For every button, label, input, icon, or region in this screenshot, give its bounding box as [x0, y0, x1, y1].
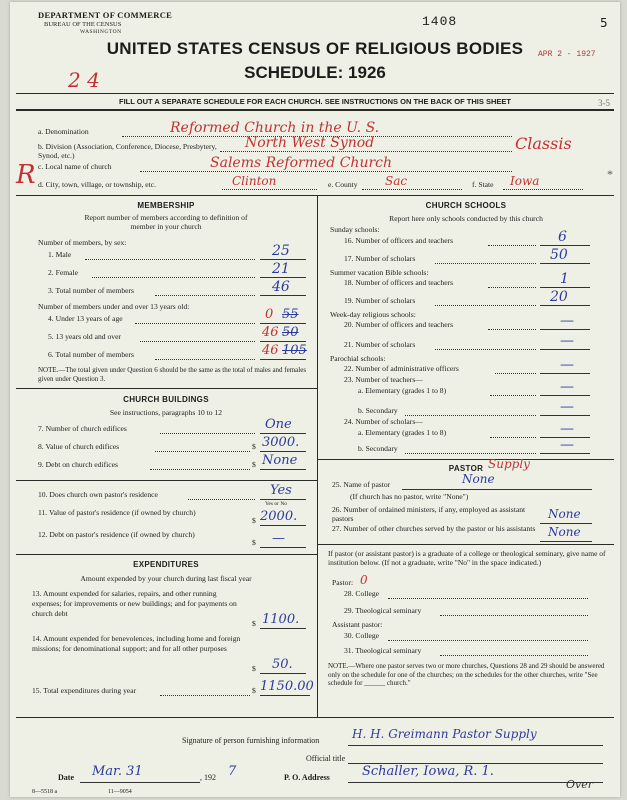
state-label: f. State: [472, 180, 494, 189]
city-value[interactable]: Clinton: [232, 174, 277, 188]
summer-officers-value[interactable]: 1: [560, 271, 569, 287]
teachers-label: 23. Number of teachers—: [344, 375, 423, 384]
running-expenses-value[interactable]: 1100.: [262, 612, 300, 627]
buildings-subheading: See instructions, paragraphs 10 to 12: [109, 408, 223, 417]
membership-heading: MEMBERSHIP: [137, 201, 195, 210]
answer-line: [540, 245, 590, 246]
answer-line: [260, 433, 306, 434]
leader-line: [155, 359, 255, 360]
scholars-elementary-value[interactable]: —: [560, 421, 574, 437]
divider: [16, 388, 317, 389]
instruction-line: FILL OUT A SEPARATE SCHEDULE FOR EACH CHURCH. SEE INSTRUCTIONS ON THE BACK OF THIS SHEET: [119, 97, 511, 106]
weekday-officers-label: 20. Number of officers and teachers: [344, 320, 454, 329]
answer-line: [540, 263, 590, 264]
edifices-count-value[interactable]: One: [265, 417, 292, 432]
edifices-value-label: 8. Value of church edifices: [38, 442, 120, 451]
sunday-officers-value[interactable]: 6: [558, 229, 567, 245]
yes-no-hint: Yes or No: [265, 501, 288, 507]
answer-line: [260, 525, 306, 526]
pastor-heading-note: Supply: [488, 457, 530, 471]
answer-line: [260, 628, 306, 629]
total-expenditures-label: 15. Total expenditures during year: [32, 686, 137, 695]
other-churches-label: 27. Number of other churches served by the pastor or his assistants: [332, 524, 536, 533]
membership-subheading: Report number of members according to definition of: [84, 213, 248, 222]
under-13-value[interactable]: 0: [265, 307, 274, 322]
dollar-sign: $: [252, 619, 256, 628]
answer-line: [540, 329, 590, 330]
divider: [16, 93, 614, 94]
division-value[interactable]: North West Synod: [245, 135, 375, 151]
pastor-name-hint: (If church has no pastor, write "None"): [350, 492, 469, 501]
scholars-elementary-label: a. Elementary (grades 1 to 8): [358, 428, 447, 437]
answer-line: [260, 547, 306, 548]
parochial-schools-label: Parochial schools:: [330, 354, 386, 363]
official-title-label: Official title: [306, 754, 346, 763]
division-note: Classis: [515, 134, 572, 153]
leader-line: [188, 499, 255, 500]
seminary-line[interactable]: [440, 615, 588, 616]
13-and-over-label: 5. 13 years old and over: [48, 332, 121, 341]
admin-officers-value[interactable]: —: [560, 357, 574, 373]
pastor-label: Pastor:: [332, 578, 354, 587]
leader-line: [155, 295, 255, 296]
state-line: [503, 189, 583, 190]
leader-line: [488, 329, 536, 330]
13-and-over-struck: 50: [282, 325, 299, 340]
leader-line: [495, 373, 536, 374]
dollar-sign: $: [252, 442, 256, 451]
answer-line: [260, 359, 306, 360]
margin-mark-corner: 5: [600, 16, 608, 30]
assistant-seminary-label: 31. Theological seminary: [344, 646, 422, 655]
membership-subheading: member in your church: [130, 222, 202, 231]
answer-line: [540, 453, 590, 454]
benevolences-label: 14. Amount expended for benevolences, including home and foreign missions; for denominational support; and for all other purposes: [32, 634, 241, 653]
scholars-secondary-value[interactable]: —: [560, 437, 574, 453]
answer-line: [260, 295, 306, 296]
assistant-pastors-label: 26. Number of ordained ministers, if any, employed as assistant pastors: [332, 505, 526, 523]
weekday-scholars-label: 21. Number of scholars: [344, 340, 416, 349]
pastor-note: NOTE.—Where one pastor serves two or more churches, Questions 28 and 29 should be answered only on the schedule for one of the churches; on the schedules for the other churches, write "See schedule for ______ church.": [328, 662, 605, 687]
po-address-value[interactable]: Schaller, Iowa, R. 1.: [362, 764, 494, 779]
expenditures-subheading: Amount expended by your church during last fiscal year: [80, 574, 252, 583]
county-value[interactable]: Sac: [385, 174, 408, 188]
signature-line: [348, 745, 603, 746]
assistant-pastor-label: Assistant pastor:: [332, 620, 383, 629]
divider: [16, 717, 614, 718]
sunday-officers-label: 16. Number of officers and teachers: [344, 236, 454, 245]
city-name: WASHINGTON: [80, 29, 122, 35]
total-by-age-value[interactable]: 46: [262, 343, 279, 358]
over-note: Over: [566, 778, 594, 791]
divider: [317, 459, 614, 460]
leader-line: [160, 695, 250, 696]
male-label: 1. Male: [48, 250, 72, 259]
sunday-scholars-label: 17. Number of scholars: [344, 254, 416, 263]
answer-line: [260, 451, 306, 452]
total-members-label: 3. Total number of members: [48, 286, 135, 295]
age-group-label: Number of members under and over 13 years old:: [38, 302, 190, 311]
summer-scholars-value[interactable]: 20: [550, 289, 568, 305]
margin-mark-number: 2 4: [68, 68, 100, 92]
edifices-debt-label: 9. Debt on church edifices: [38, 460, 118, 469]
leader-line: [435, 263, 536, 264]
city-line: [222, 189, 317, 190]
leader-line: [405, 453, 536, 454]
owns-residence-label: 10. Does church own pastor's residence: [38, 490, 158, 499]
owns-residence-value[interactable]: Yes: [270, 483, 292, 498]
by-sex-label: Number of members, by sex:: [38, 238, 127, 247]
margin-mark-r: R: [16, 160, 36, 190]
answer-line: [260, 469, 306, 470]
edifices-value-value[interactable]: 3000.: [262, 435, 300, 450]
margin-mark-star: *: [607, 167, 613, 181]
answer-line: [260, 323, 306, 324]
leader-line: [490, 395, 536, 396]
po-address-line: [348, 782, 603, 783]
column-divider: [317, 195, 318, 717]
summer-scholars-label: 19. Number of scholars: [344, 296, 416, 305]
answer-line: [540, 415, 590, 416]
under-13-label: 4. Under 13 years of age: [48, 314, 123, 323]
pastor-name-value[interactable]: None: [462, 472, 495, 486]
scholars-label: 24. Number of scholars—: [344, 417, 423, 426]
teachers-secondary-label: b. Secondary: [358, 406, 398, 415]
answer-line: [540, 541, 592, 542]
leader-line: [85, 259, 255, 260]
page-title: UNITED STATES CENSUS OF RELIGIOUS BODIES: [106, 39, 524, 58]
answer-line: [260, 695, 310, 696]
weekday-scholars-value[interactable]: —: [560, 333, 574, 349]
leader-line: [405, 415, 536, 416]
other-churches-value[interactable]: None: [548, 525, 581, 539]
po-address-label: P. O. Address: [284, 773, 330, 782]
leader-line: [150, 469, 250, 470]
margin-mark-page: 3-5: [598, 98, 610, 108]
residence-debt-label: 12. Debt on pastor's residence (if owned by church): [38, 530, 195, 539]
pastor-mark: 0: [360, 573, 368, 587]
dollar-sign: $: [252, 686, 256, 695]
female-value[interactable]: 21: [272, 261, 290, 277]
total-expenditures-value[interactable]: 1150.00: [260, 679, 314, 694]
male-value[interactable]: 25: [272, 243, 290, 259]
leader-line: [155, 451, 250, 452]
answer-line: [260, 277, 306, 278]
answer-line: [540, 287, 590, 288]
weekday-officers-value[interactable]: —: [560, 313, 574, 329]
leader-line: [135, 323, 255, 324]
assistant-seminary-line[interactable]: [440, 655, 588, 656]
admin-officers-label: 22. Number of administrative officers: [344, 364, 459, 373]
college-label: 28. College: [344, 589, 380, 598]
scholars-secondary-label: b. Secondary: [358, 444, 398, 453]
signature-label: Signature of person furnishing information: [182, 736, 320, 745]
page-subtitle: SCHEDULE: 1926: [244, 63, 386, 82]
leader-line: [435, 349, 536, 350]
total-members-value[interactable]: 46: [272, 279, 290, 295]
answer-line: [540, 349, 590, 350]
divider: [16, 480, 317, 481]
graduate-note: If pastor (or assistant pastor) is a graduate of a college or theological seminary, give name of institution below. (If not a graduate, write "No" in the space indicated.): [328, 549, 606, 567]
answer-line: [260, 673, 306, 674]
leader-line: [140, 341, 255, 342]
denomination-value[interactable]: Reformed Church in the U. S.: [170, 120, 380, 136]
sunday-schools-label: Sunday schools:: [330, 225, 380, 234]
pastor-name-label: 25. Name of pastor: [332, 480, 391, 489]
answer-line: [260, 341, 306, 342]
residence-debt-value[interactable]: —: [272, 531, 285, 546]
local-name-value[interactable]: Salems Reformed Church: [210, 155, 393, 171]
answer-line: [540, 523, 592, 524]
year-prefix: , 192: [200, 773, 216, 782]
answer-line: [540, 395, 590, 396]
pastor-heading: PASTOR: [448, 464, 484, 473]
seminary-label: 29. Theological seminary: [344, 606, 422, 615]
answer-line: [540, 305, 590, 306]
department-name: DEPARTMENT OF COMMERCE: [38, 10, 173, 20]
sunday-scholars-value[interactable]: 50: [550, 247, 568, 263]
local-name-line: [140, 171, 512, 172]
date-label: Date: [58, 773, 74, 782]
benevolences-value[interactable]: 50.: [272, 657, 293, 672]
leader-line: [490, 437, 536, 438]
summer-officers-label: 18. Number of officers and teachers: [344, 278, 454, 287]
signature-value[interactable]: H. H. Greimann Pastor Supply: [352, 727, 537, 741]
year-value[interactable]: 7: [228, 764, 237, 779]
answer-line: [540, 373, 590, 374]
assistant-college-line[interactable]: [388, 640, 588, 641]
bureau-name: BUREAU OF THE CENSUS: [44, 21, 122, 28]
serial-number: 1408: [422, 14, 458, 29]
teachers-secondary-value[interactable]: —: [560, 399, 574, 415]
county-label: e. County: [328, 180, 358, 189]
state-value[interactable]: Iowa: [510, 174, 540, 188]
13-and-over-value[interactable]: 46: [262, 325, 279, 340]
membership-note: NOTE.—The total given under Question 6 should be the same as the total of males and females given under Question 3.: [38, 366, 307, 383]
leader-line: [435, 305, 536, 306]
answer-line: [260, 259, 306, 260]
college-line[interactable]: [388, 598, 588, 599]
leader-line: [160, 433, 255, 434]
assistant-college-label: 30. College: [344, 631, 380, 640]
division-line: [220, 151, 512, 152]
dollar-sign: $: [252, 460, 256, 469]
date-line: [80, 782, 200, 783]
dollar-sign: $: [252, 516, 256, 525]
schools-subheading: Report here only schools conducted by this church: [389, 214, 543, 223]
total-by-age-label: 6. Total number of members: [48, 350, 135, 359]
county-line: [362, 189, 462, 190]
summer-schools-label: Summer vacation Bible schools:: [330, 268, 429, 277]
buildings-heading: CHURCH BUILDINGS: [123, 395, 209, 404]
leader-line: [488, 245, 536, 246]
city-label: d. City, town, village, or township, etc.: [38, 180, 157, 189]
under-13-struck: 55: [282, 307, 299, 322]
date-stamp: APR 2 - 1927: [538, 50, 596, 59]
weekday-schools-label: Week-day religious schools:: [330, 310, 416, 319]
form-number: 8—5518 a: [32, 789, 58, 795]
answer-line: [402, 489, 592, 490]
division-label: b. Division (Association, Conference, Diocese, Presbytery, Synod, etc.): [38, 142, 217, 160]
dollar-sign: $: [252, 538, 256, 547]
edifices-count-label: 7. Number of church edifices: [38, 424, 127, 433]
leader-line: [488, 287, 536, 288]
divider: [16, 195, 614, 196]
assistant-pastors-value[interactable]: None: [548, 507, 581, 521]
edifices-debt-value[interactable]: None: [262, 453, 298, 468]
total-by-age-struck: 105: [282, 343, 307, 358]
date-value[interactable]: Mar. 31: [92, 764, 143, 779]
denomination-label: a. Denomination: [38, 127, 89, 136]
teachers-elementary-label: a. Elementary (grades 1 to 8): [358, 386, 447, 395]
residence-value-value[interactable]: 2000.: [260, 509, 298, 524]
residence-value-label: 11. Value of pastor's residence (if owned by church): [38, 508, 196, 517]
female-label: 2. Female: [48, 268, 78, 277]
running-expenses-label: 13. Amount expended for salaries, repairs, and other running expenses; for improvements or new buildings; and for payments on church debt: [32, 589, 237, 618]
expenditures-heading: EXPENDITURES: [133, 560, 199, 569]
dollar-sign: $: [252, 664, 256, 673]
local-name-label: c. Local name of church: [38, 162, 112, 171]
divider: [16, 554, 317, 555]
divider: [317, 544, 614, 545]
divider: [16, 109, 614, 111]
print-number: 11—9054: [108, 789, 132, 795]
leader-line: [92, 277, 255, 278]
teachers-elementary-value[interactable]: —: [560, 379, 574, 395]
schools-heading: CHURCH SCHOOLS: [425, 201, 507, 210]
census-schedule-sheet: [10, 2, 620, 797]
